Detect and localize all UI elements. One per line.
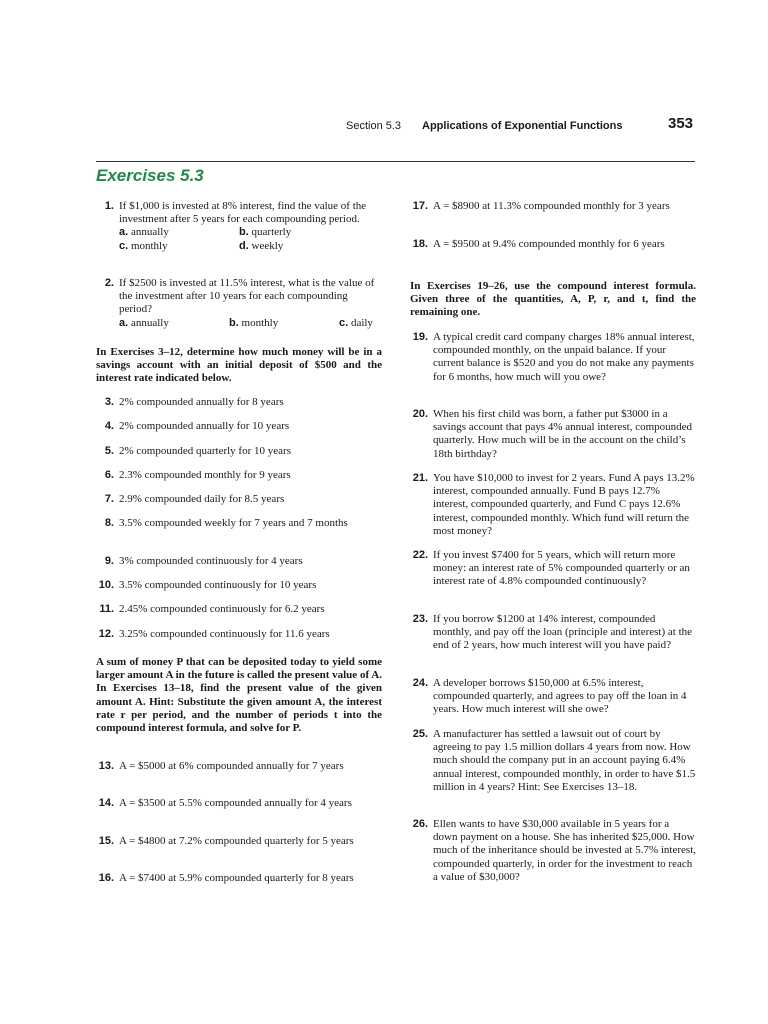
option-c: daily xyxy=(350,316,373,329)
exercise-text: 3.5% compounded continuously for 10 years xyxy=(119,579,317,591)
exercise-23 xyxy=(410,613,696,653)
exercise-26 xyxy=(410,818,696,884)
exercise-22 xyxy=(410,549,696,589)
exercise-text: A developer borrows $150,000 at 6.5% interest, compounded quarterly, and agrees to pay off the loan in 4 years. How much interest will she owe? xyxy=(433,677,687,716)
exercise-text: If you invest $7400 for 5 years, which will return more money: an interest rate of 5% compounded quarterly or an interest rate of 4.8% compounded continuously? xyxy=(433,549,690,588)
exercise-number: 4. xyxy=(104,420,114,432)
exercise-text: If you borrow $1200 at 14% interest, compounded monthly, and pay off the loan (principle and interest) at the end of 2 years, how much interest will you have paid? xyxy=(433,613,693,652)
exercise-number: 17. xyxy=(412,200,428,212)
exercise-number: 7. xyxy=(104,493,114,505)
instructions-3-12: In Exercises 3–12, determine how much money will be in a savings account with an initial deposit of $500 and the interest rate indicated below. xyxy=(96,346,382,385)
exercise-text: A typical credit card company charges 18% annual interest, compounded monthly, on the unpaid balance. If your current balance is $520 and you do not make any payments for 6 months, how much will you owe? xyxy=(433,331,695,383)
option-c: monthly xyxy=(130,239,168,252)
instructions-13-18: A sum of money P that can be deposited today to yield some larger amount A in the future is called the present value of A. In Exercises 13–18, find the present value of the given amount A. Hint: Substitute the given amount A, the interest rate r per period, and the number of periods t into the compound interest formula, and solve for P. xyxy=(96,656,382,735)
exercise-13 xyxy=(96,760,382,773)
page-number: 353 xyxy=(668,115,694,132)
exercise-number: 26. xyxy=(412,818,428,830)
exercise-text: If $1,000 is invested at 8% interest, find the value of the investment after 5 years for each compounding period. xyxy=(119,200,367,226)
exercise-text: 3.25% compounded continuously for 11.6 years xyxy=(119,628,330,640)
exercises-heading: Exercises 5.3 xyxy=(96,166,204,185)
instructions-19-26: In Exercises 19–26, use the compound interest formula. Given three of the quantities, A, P, r, and t, find the remaining one. xyxy=(410,280,696,319)
exercise-number: 15. xyxy=(98,835,114,847)
exercise-number: 21. xyxy=(412,472,428,484)
exercise-25 xyxy=(410,728,696,794)
exercise-number: 14. xyxy=(98,797,114,809)
exercise-number: 24. xyxy=(412,677,428,689)
exercise-19 xyxy=(410,331,696,384)
exercise-18 xyxy=(410,238,696,251)
exercise-2 xyxy=(96,277,382,330)
exercise-text: 2.9% compounded daily for 8.5 years xyxy=(119,493,285,505)
exercise-number: 23. xyxy=(412,613,428,625)
option-b: monthly xyxy=(241,316,279,329)
exercise-number: 8. xyxy=(104,517,114,529)
exercise-options: a. annually b. monthly c. daily xyxy=(119,316,373,329)
exercise-number: 11. xyxy=(99,603,114,615)
exercise-5 xyxy=(96,445,382,458)
exercise-7 xyxy=(96,493,382,506)
exercise-20 xyxy=(410,408,696,461)
exercise-text: You have $10,000 to invest for 2 years. Fund A pays 13.2% interest, compounded annually. Fund B pays 12.7% interest, compounded quarterly, and Fund C pays 12.6% interest, compounded monthly. Which fund will return the most money? xyxy=(433,472,695,537)
exercise-text: 3.5% compounded weekly for 7 years and 7 months xyxy=(119,517,348,529)
exercise-text: 3% compounded continuously for 4 years xyxy=(119,555,303,567)
exercise-15 xyxy=(96,835,382,848)
exercise-number: 3. xyxy=(104,396,114,408)
exercise-6 xyxy=(96,469,382,482)
exercise-1: 1. If $1,000 is invested at 8% interest, find the value of the investment after 5 years for each compounding period. a. annually b. quarterly c. monthly d. weekly xyxy=(96,200,382,253)
exercise-text: 2.3% compounded monthly for 9 years xyxy=(119,469,291,481)
exercise-text: A = $3500 at 5.5% compounded annually for 4 years xyxy=(119,797,352,809)
exercise-number: 12. xyxy=(98,628,114,640)
exercise-text: 2.45% compounded continuously for 6.2 years xyxy=(119,603,325,615)
exercise-number: 13. xyxy=(98,760,114,772)
exercise-text: 2% compounded annually for 10 years xyxy=(119,420,290,432)
exercise-number: 20. xyxy=(412,408,428,420)
exercise-number: 22. xyxy=(412,549,428,561)
exercise-number: 2. xyxy=(104,277,114,289)
exercise-number: 25. xyxy=(412,728,428,740)
exercise-4 xyxy=(96,420,382,433)
exercise-24 xyxy=(410,677,696,717)
exercise-number: 1. xyxy=(104,200,114,212)
exercise-number: 16. xyxy=(98,872,114,884)
exercise-3 xyxy=(96,396,382,409)
exercise-number: 9. xyxy=(104,555,114,567)
exercise-text: 2% compounded quarterly for 10 years xyxy=(119,445,291,457)
exercise-14 xyxy=(96,797,382,810)
exercise-text: 2% compounded annually for 8 years xyxy=(119,396,284,408)
exercise-number: 19. xyxy=(412,331,428,343)
exercise-11 xyxy=(96,603,382,616)
exercise-17 xyxy=(410,200,696,213)
option-d: weekly xyxy=(251,239,284,252)
section-title: Applications of Exponential Functions xyxy=(422,120,623,132)
exercise-10 xyxy=(96,579,382,592)
exercise-16 xyxy=(96,872,382,885)
exercise-text: A = $8900 at 11.3% compounded monthly for 3 years xyxy=(433,200,670,212)
exercise-8 xyxy=(96,517,382,530)
exercise-12 xyxy=(96,628,382,641)
exercise-text: Ellen wants to have $30,000 available in 5 years for a down payment on a house. She has inherited $25,000. How much of the inheritance should be invested at 5.7% interest, compounded quarterly, in order for the investment to reach a value of $30,000? xyxy=(433,818,697,883)
exercise-text: If $2500 is invested at 11.5% interest, what is the value of the investment after 10 years for each compounding period? xyxy=(119,277,375,316)
exercise-text: A = $5000 at 6% compounded annually for 7 years xyxy=(119,760,344,772)
exercise-options: a. annually b. quarterly xyxy=(119,226,292,239)
exercise-number: 6. xyxy=(104,469,114,481)
exercise-21 xyxy=(410,472,696,538)
section-label: Section 5.3 xyxy=(346,120,402,132)
exercise-text: A manufacturer has settled a lawsuit out of court by agreeing to pay 1.5 million dollars 4 years from now. How much should the company put in an account paying 6.4% annual interest, compounded monthly, in order to have $1.5 million in 4 years? Hint: See Exercises 13–18. xyxy=(433,728,696,793)
exercise-number: 10. xyxy=(98,579,114,591)
exercise-number: 5. xyxy=(104,445,114,457)
exercise-number: 18. xyxy=(412,238,428,250)
exercise-text: A = $9500 at 9.4% compounded monthly for 6 years xyxy=(433,238,665,250)
option-b: quarterly xyxy=(251,226,292,239)
exercise-text: A = $7400 at 5.9% compounded quarterly for 8 years xyxy=(119,872,354,884)
exercise-text: When his first child was born, a father put $3000 in a savings account that pays 4% annual interest, compounded quarterly. How much will be in the account on the child’s 18th birthday? xyxy=(433,408,693,460)
option-a: annually xyxy=(130,226,169,239)
exercise-9 xyxy=(96,555,382,568)
exercise-text: A = $4800 at 7.2% compounded quarterly for 5 years xyxy=(119,835,354,847)
header-rule xyxy=(96,161,695,162)
option-a: annually xyxy=(130,316,169,329)
